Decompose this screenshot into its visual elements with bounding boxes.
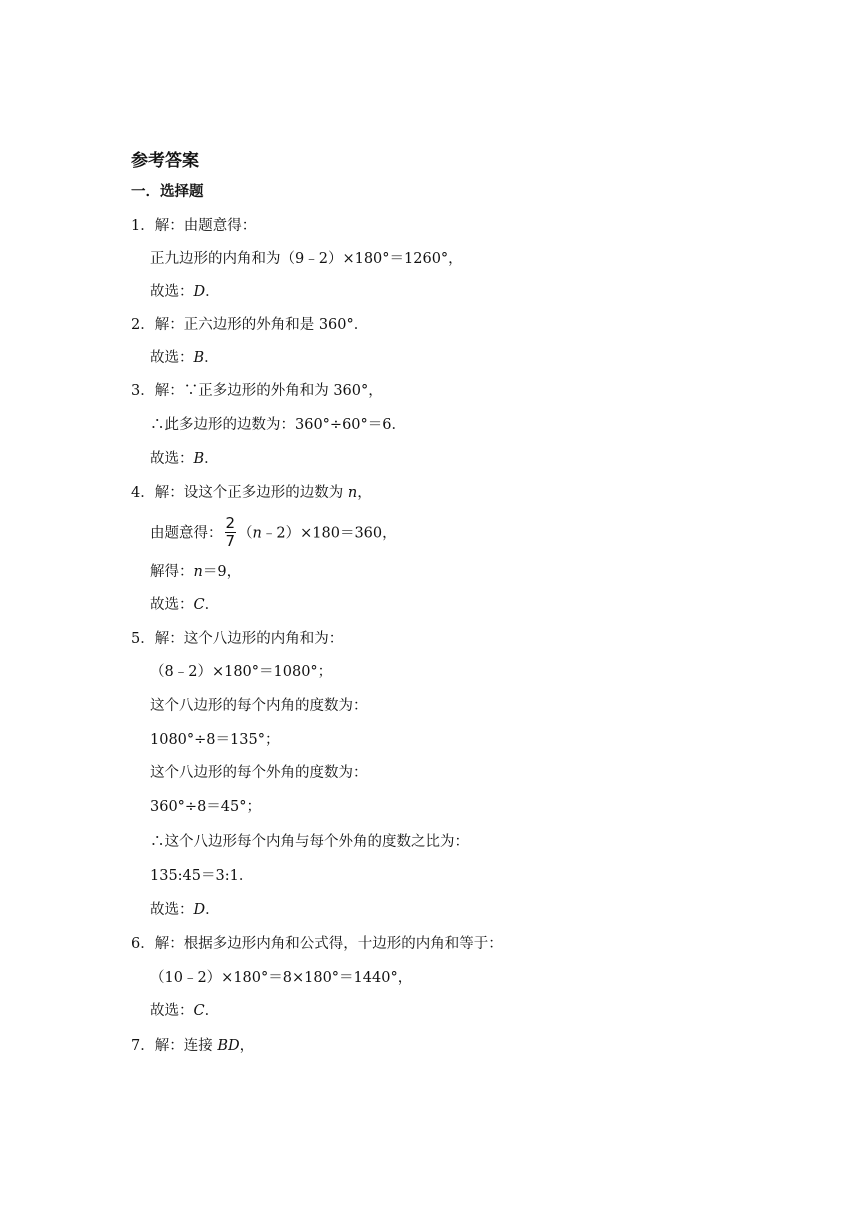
answer-line: 4．解：设这个正多边形的边数为 n， — [131, 485, 372, 501]
answer-line: ∴此多边形的边数为：360°÷60°＝6． — [150, 417, 407, 433]
answer-line: （10﹣2）×180°＝8×180°＝1440°， — [150, 970, 413, 986]
page-title: 参考答案 — [131, 151, 199, 171]
answer-line: 故选：B． — [150, 350, 219, 366]
answer-line: 6．解：根据多边形内角和公式得，十边形的内角和等于： — [131, 936, 503, 952]
section-heading: 一．选择题 — [131, 183, 204, 200]
answer-line: 故选：C． — [150, 1003, 220, 1019]
answer-line: 2．解：正六边形的外角和是 360°． — [131, 317, 369, 333]
answer-line: 135:45＝3:1． — [150, 868, 254, 884]
answer-line: 解得：n＝9， — [150, 564, 242, 580]
answer-line: 故选：D． — [150, 902, 220, 918]
fraction-denominator: 7 — [225, 532, 236, 550]
answer-line: 1080°÷8＝135°； — [150, 732, 280, 748]
fraction-numerator: 2 — [225, 514, 236, 532]
answer-line: 故选：B． — [150, 451, 219, 467]
answer-line: 正九边形的内角和为（9﹣2）×180°＝1260°， — [150, 251, 463, 267]
answer-line: 这个八边形的每个外角的度数为： — [150, 765, 368, 781]
answer-line: 5．解：这个八边形的内角和为： — [131, 631, 344, 647]
fraction — [225, 515, 237, 550]
answer-line: 由题意得： $\frac{2}{7}$ （n﹣2）×180＝360， — [150, 514, 397, 550]
answer-line: ∴这个八边形每个内角与每个外角的度数之比为： — [150, 834, 469, 850]
answer-line: 故选：D． — [150, 284, 220, 300]
answer-line: 360°÷8＝45°； — [150, 799, 262, 815]
answer-line: 3．解：∵正多边形的外角和为 360°， — [131, 383, 383, 399]
answer-line: 故选：C． — [150, 597, 220, 613]
answer-line: 1．解：由题意得： — [131, 218, 257, 234]
answer-line: （8﹣2）×180°＝1080°； — [150, 664, 333, 680]
answer-line: 7．解：连接 BD， — [131, 1038, 255, 1054]
answer-line: 这个八边形的每个内角的度数为： — [150, 698, 368, 714]
